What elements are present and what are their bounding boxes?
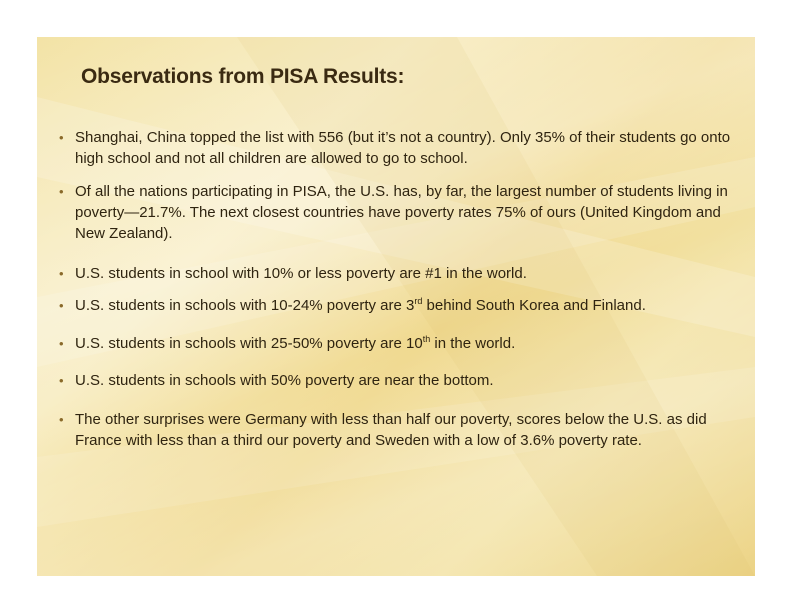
bullet-text: U.S. students in schools with 50% poverty are near the bottom. (75, 372, 494, 389)
bullet-text: U.S. students in school with 10% or less poverty are #1 in the world. (75, 265, 527, 282)
bullet-icon: • (59, 298, 64, 313)
list-item (59, 263, 739, 284)
list-item (59, 333, 739, 354)
bullet-text: Shanghai, China topped the list with 556 (but it’s not a country). Only 35% of their students go onto high school and not all children are allowed to go to school. (75, 129, 731, 167)
bullet-icon: • (59, 336, 64, 351)
bullet-icon: • (59, 184, 64, 199)
list-item (59, 127, 739, 169)
bullet-icon: • (59, 412, 64, 427)
slide-title: Observations from PISA Results: (81, 65, 405, 88)
list-item (59, 295, 739, 316)
bullet-text: Of all the nations participating in PISA, the U.S. has, by far, the largest number of students living in poverty—21.7%. The next closest countries have poverty rates 75% of ours (United Kingdom and New Zealand). (75, 183, 728, 242)
slide (37, 37, 755, 576)
list-item (59, 181, 739, 244)
list-item (59, 370, 739, 391)
bullet-icon: • (59, 373, 64, 388)
bullet-list (59, 127, 739, 463)
bullet-icon: • (59, 266, 64, 281)
list-item (59, 409, 739, 451)
bullet-text: U.S. students in schools with 10-24% poverty are 3rd behind South Korea and Finland. (75, 296, 646, 314)
bullet-text: U.S. students in schools with 25-50% poverty are 10th in the world. (75, 334, 516, 352)
bullet-icon: • (59, 130, 64, 145)
bullet-text: The other surprises were Germany with less than half our poverty, scores below the U.S. as did France with less than a third our poverty and Sweden with a low of 3.6% poverty rate. (75, 411, 707, 449)
